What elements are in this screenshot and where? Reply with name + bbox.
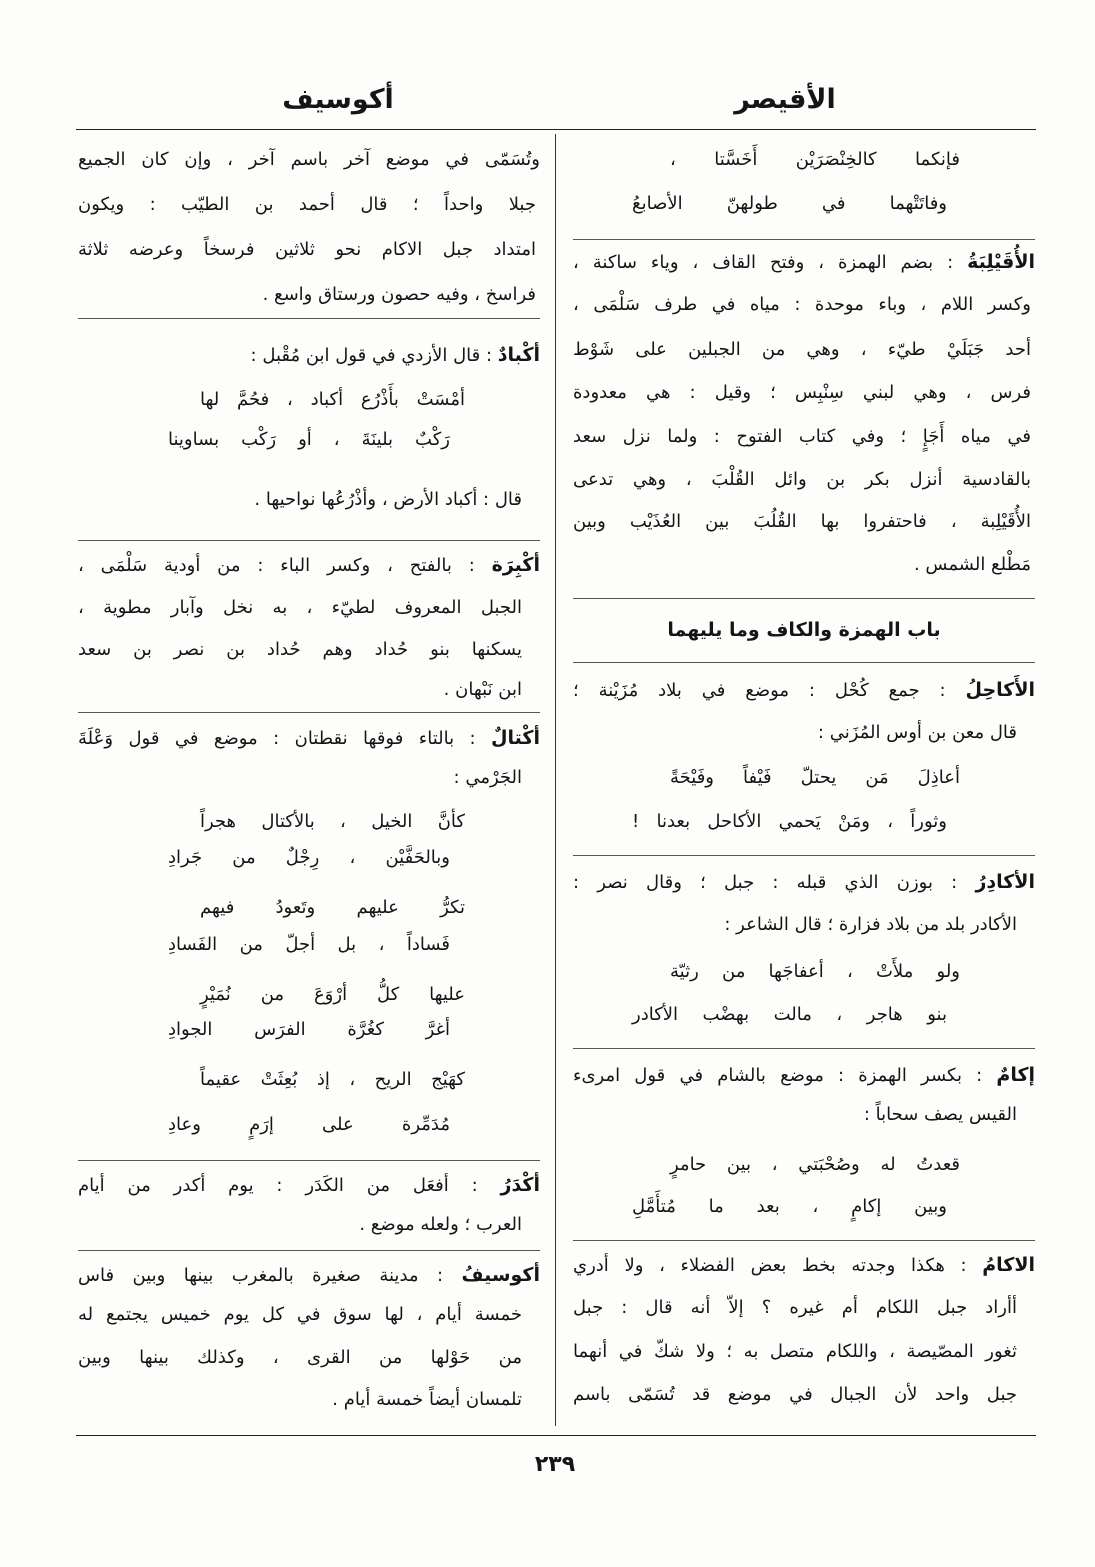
left-column (78, 0, 540, 1567)
verse-hemistich: وبالحَفَّيْن ، رِجْلٌ من جَرادِ (168, 847, 450, 868)
entry-separator (573, 662, 1035, 663)
entry-text-line: ابن نَبْهان . (443, 679, 522, 700)
entry-text-line: جبل واحد لأن الجبال في موضع قد تُسَمّى باسم (573, 1384, 1017, 1405)
entry-text-line: جبلا واحداً ؛ قال أحمد بن الطيّب : ويكون (78, 194, 536, 215)
verse-hemistich: قعدتُ له وصُحْبَتي ، بين حامرٍ (670, 1154, 960, 1175)
entry-separator (78, 318, 540, 319)
entry-first-line (573, 1250, 1035, 1280)
verse-hemistich: بنو هاجر ، مالت بهضْب الأكادر (632, 1004, 947, 1025)
entry-first-line (573, 247, 1035, 277)
entry-headword: أكوسيفُ (461, 1264, 540, 1286)
entry-headword: أكْدَرُ (500, 1174, 540, 1196)
verse-hemistich: أمْسَتْ بأَذْرُع أكباد ، فحُمَّ لها (200, 389, 465, 410)
entry-separator (573, 855, 1035, 856)
right-column (573, 0, 1035, 1567)
verse-hemistich: أغرَّ كغُرَّة الفرَس الجوادِ (168, 1019, 450, 1040)
entry-text-line: مَطْلع الشمس . (913, 554, 1031, 575)
entry-text: : بالتاء فوقها نقطتان : موضع في قول وَعْلَةَ (78, 728, 476, 749)
entry-text-line: ثغور المصّيصة ، واللكام متصل به ؛ ولا شكّ في أنهما (573, 1341, 1017, 1362)
entry-headword: أكْبادٌ (497, 344, 540, 366)
entry-text-line: الجَرْمي : (453, 767, 522, 788)
verse-hemistich: وفاتَتْهما في طولهنّ الأصابعُ (632, 193, 947, 214)
entry-separator (78, 540, 540, 541)
entry-headword: إكامٌ (996, 1064, 1036, 1086)
entry-text-line: وتُسَمّى في موضع آخر باسم آخر ، وإن كان الجميع (78, 149, 540, 170)
verse-hemistich: أعاذِلَ مَن يحتلّ فَيْفاً وفَيْحَةً (670, 767, 960, 788)
footer-rule (76, 1435, 1036, 1436)
entry-first-line (573, 675, 1035, 705)
entry-headword: الاكامُ (982, 1254, 1035, 1276)
entry-text-line: تلمسان أيضاً خمسة أيام . (332, 1389, 522, 1410)
entry-separator (573, 598, 1035, 599)
entry-text: : بكسر الهمزة : موضع بالشام في قول امرىء (573, 1065, 983, 1086)
entry-first-line (573, 867, 1035, 897)
verse-hemistich: عليها كلُّ أرْوَعَ من نُمَيْرٍ (200, 984, 465, 1005)
entry-headword: الأكادِرُ (975, 871, 1035, 893)
entry-separator (78, 1160, 540, 1161)
entry-text-line: قال معن بن أوس المُزَني : (817, 722, 1017, 743)
entry-text: : بضم الهمزة ، وفتح القاف ، وياء ساكنة ، (573, 252, 954, 273)
verse-hemistich: كأنَّ الخيل ، بالأكتال هجراً (200, 811, 465, 832)
entry-text: : مدينة صغيرة بالمغرب بينها وبين فاس (78, 1265, 444, 1286)
entry-first-line (573, 1060, 1035, 1090)
verse-hemistich: تكرُّ عليهم وتَعودُ فيهم (200, 897, 465, 918)
running-header-right: الأقيصر (734, 84, 836, 115)
entry-separator (78, 712, 540, 713)
entry-headword: الأَكاحِلُ (965, 679, 1035, 701)
entry-separator (573, 1048, 1035, 1049)
entry-text-line: الجبل المعروف لطيّء ، به نخل وآبار مطوية ، (78, 597, 522, 618)
verse-hemistich: فإنكما كالخِنْصَرَيْن أَخَسَّتا ، (670, 149, 960, 170)
running-header-left: أكوسيف (282, 84, 394, 115)
verse-hemistich: ولو ملأَتْ ، أعفاجَها من رثيّة (670, 961, 960, 982)
entry-text-line: امتداد جبل الاكام نحو ثلاثين فرسخاً وعرضه ثلاثة (78, 239, 536, 260)
entry-text-line: من حَوْلها من القرى ، وكذلك بينها وبين (78, 1347, 522, 1368)
verse-hemistich: وثوراً ، ومَنْ يَحمي الأكاحل بعدنا ! (632, 811, 947, 832)
entry-text: : قال الأزدي في قول ابن مُقْبل : (250, 345, 493, 366)
entry-headword: الأُقَيْلِبَةُ (967, 251, 1035, 273)
entry-text-line: الأُقَيْلِبة ، فاحتفروا بها القُلُبَ بين العُذَيْب وبين (573, 511, 1031, 532)
entry-text-line: أحد جَبَلَيْ طيّء ، وهي من الجبلين على شَوْط (573, 339, 1031, 360)
entry-first-line (78, 340, 540, 370)
section-heading: باب الهمزة والكاف وما يليهما (667, 619, 941, 641)
entry-text: : جمع كُحْل : موضع في بلاد مُزَيْنة ؛ (573, 680, 946, 701)
entry-first-line (78, 723, 540, 753)
entry-text-line: قال : أكباد الأرض ، وأذْرُعُها نواحيها . (254, 489, 522, 510)
entry-text-line: في مياه أَجَإٍ ؛ وفي كتاب الفتوح : ولما نزل سعد (573, 426, 1031, 447)
entry-separator (573, 239, 1035, 240)
entry-text-line: أأراد جبل اللكام أم غيره ؟ إلاّ أنه قال : جبل (573, 1297, 1017, 1318)
entry-text-line: القيس يصف سحاباً : (863, 1104, 1017, 1125)
verse-hemistich: رَكْبٌ بلينَةَ ، أو رَكْب بساوينا (168, 429, 450, 450)
entry-first-line (78, 1170, 540, 1200)
verse-hemistich: وبين إكامٍ ، بعد ما مُتأَمَّلِ (632, 1196, 947, 1217)
verse-hemistich: مُدَمِّرة على إرَمٍ وعادِ (168, 1114, 450, 1135)
entry-headword: أكْتالٌ (491, 727, 540, 749)
entry-text: : بوزن الذي قبله : جبل ؛ وقال نصر : (573, 872, 958, 893)
entry-separator (573, 1240, 1035, 1241)
entry-text-line: العرب ؛ ولعله موضع . (359, 1214, 522, 1235)
entry-headword: أكْبِرَة (491, 554, 540, 576)
entry-text: : بالفتح ، وكسر الباء : من أودية سَلْمَى ، (78, 555, 475, 576)
entry-text-line: الأكادر بلد من بلاد فزارة ؛ قال الشاعر : (724, 914, 1017, 935)
entry-text: : أفعَل من الكَدَر : يوم أكدر من أيام (78, 1175, 478, 1196)
page-number: ٢٣٩ (534, 1452, 576, 1477)
entry-text-line: بالقادسية أنزل بكر بن وائل القُلْبَ ، وهي تدعى (573, 469, 1031, 490)
entry-first-line (78, 550, 540, 580)
entry-text: : هكذا وجدته بخط بعض الفضلاء ، ولا أدري (573, 1255, 967, 1276)
column-divider (555, 134, 556, 1426)
entry-text-line: خمسة أيام ، لها سوق في كل يوم خميس يجتمع له (78, 1304, 522, 1325)
verse-hemistich: فَساداً ، بل أجلّ من الفَسادِ (168, 934, 450, 955)
entry-text-line: فراسخ ، وفيه حصون ورستاق واسع . (262, 284, 536, 305)
entry-first-line (78, 1260, 540, 1290)
verse-hemistich: كهَيْج الريح ، إذ بُعِثَتْ عقيماً (200, 1069, 465, 1090)
entry-text-line: فرس ، وهي لبني سِنْبِس ؛ وقيل : هي معدودة (573, 382, 1031, 403)
entry-text-line: وكسر اللام ، وباء موحدة : مياه في طرف سَلْمَى ، (573, 294, 1031, 315)
entry-text-line: يسكنها بنو حُداد وهم حُداد بن نصر بن سعد (78, 639, 522, 660)
entry-separator (78, 1250, 540, 1251)
